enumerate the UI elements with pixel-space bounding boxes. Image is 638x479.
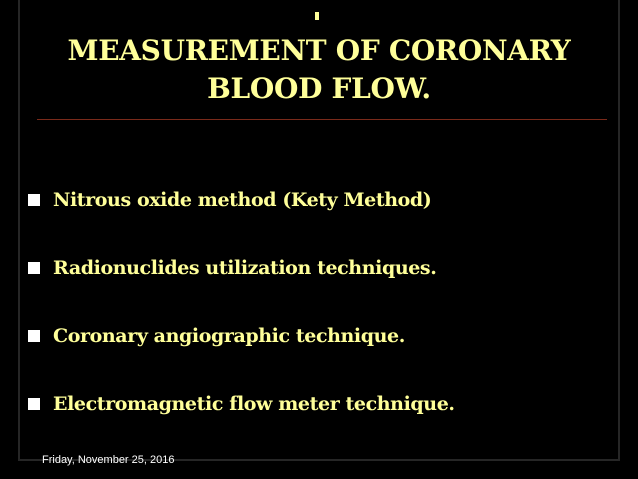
square-bullet-icon bbox=[28, 330, 40, 342]
bullet-list bbox=[28, 166, 455, 438]
title-line-2: BLOOD FLOW. bbox=[207, 72, 431, 105]
bullet-text-4: Electromagnetic flow meter technique. bbox=[53, 393, 455, 415]
title-divider bbox=[37, 119, 607, 120]
title-top-mark bbox=[315, 12, 319, 20]
bullet-text-2: Radionuclides utilization techniques. bbox=[53, 257, 437, 279]
footer-date: Friday, November 25, 2016 bbox=[42, 454, 175, 466]
bullet-item-4 bbox=[28, 370, 455, 438]
square-bullet-icon bbox=[28, 194, 40, 206]
title-line-1: MEASUREMENT OF CORONARY bbox=[67, 34, 571, 67]
square-bullet-icon bbox=[28, 398, 40, 410]
bullet-item-3 bbox=[28, 302, 455, 370]
bullet-item-1 bbox=[28, 166, 455, 234]
slide-title bbox=[28, 32, 610, 108]
bullet-text-1: Nitrous oxide method (Kety Method) bbox=[53, 189, 432, 211]
bullet-item-2 bbox=[28, 234, 455, 302]
bullet-text-3: Coronary angiographic technique. bbox=[53, 325, 405, 347]
square-bullet-icon bbox=[28, 262, 40, 274]
